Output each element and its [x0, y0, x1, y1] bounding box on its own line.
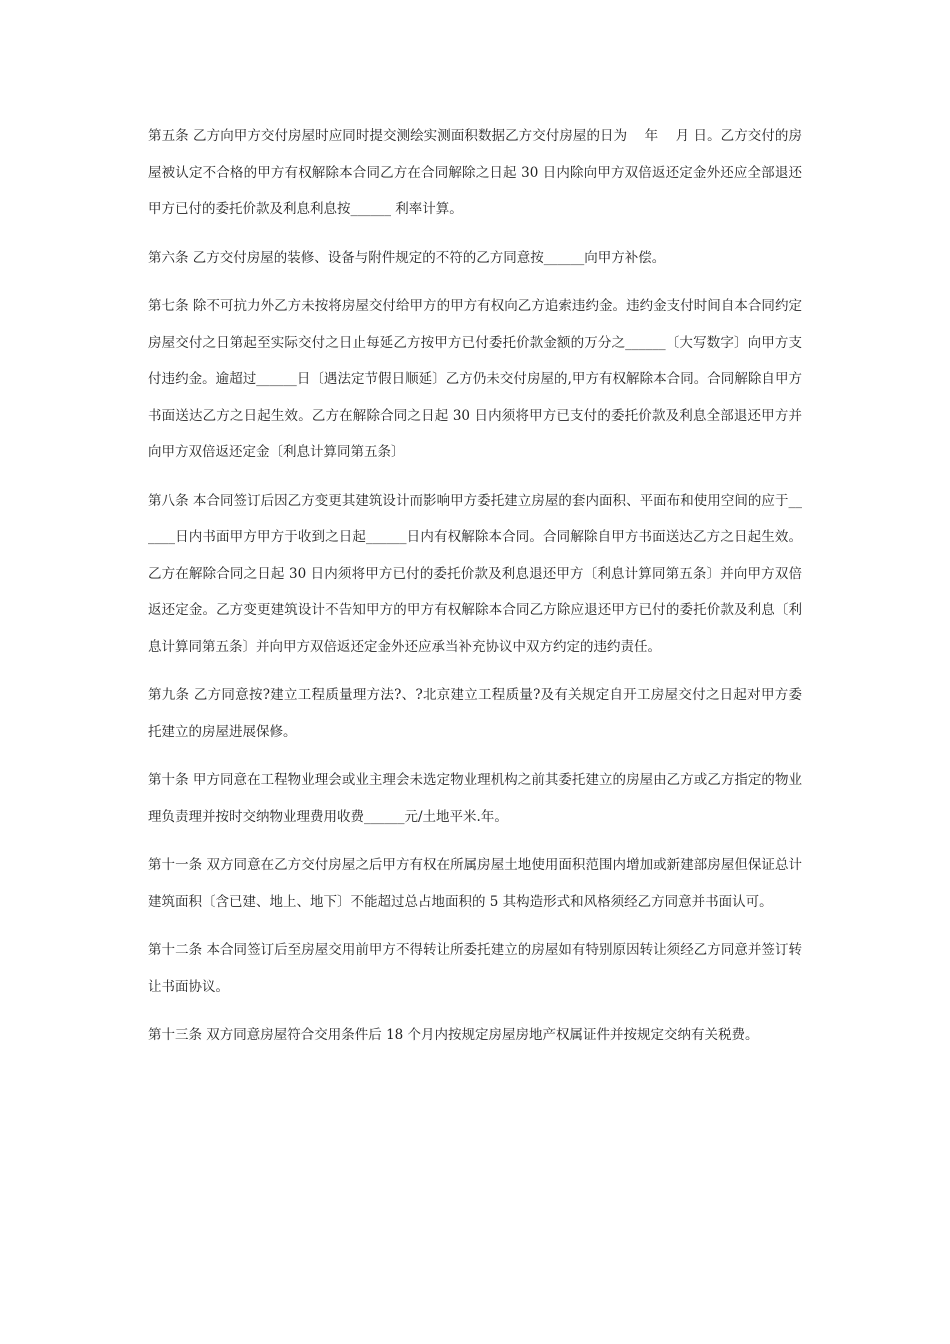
clause-5: 第五条 乙方向甲方交付房屋时应同时提交测绘实测面积数据乙方交付房屋的日为 年 月 日。乙方交付的房屋被认定不合格的甲方有权解除本合同乙方在合同解除之日起 30 日内除向甲方双倍返还定金外还应全部退还甲方已付的委托价款及利息利息按______ 利率计算。	[148, 128, 802, 217]
clause-10: 第十条 甲方同意在工程物业理会或业主理会未选定物业理机构之前其委托建立的房屋由乙方或乙方指定的物业理负责理并按时交纳物业理费用收费______元/土地平米.年。	[148, 772, 802, 825]
clause-9: 第九条 乙方同意按?建立工程质量理方法?、?北京建立工程质量?及有关规定自开工房屋交付之日起对甲方委托建立的房屋进展保修。	[148, 687, 802, 740]
clause-13: 第十三条 双方同意房屋符合交用条件后 18 个月内按规定房屋房地产权属证件并按规定交纳有关税费。	[148, 1027, 759, 1043]
clause-11: 第十一条 双方同意在乙方交付房屋之后甲方有权在所属房屋土地使用面积范围内增加或新建部房屋但保证总计建筑面积〔含已建、地上、地下〕不能超过总占地面积的 5 其构造形式和风格须经乙方同意并书面认可。	[148, 857, 802, 910]
clause-8: 第八条 本合同签订后因乙方变更其建筑设计而影响甲方委托建立房屋的套内面积、平面布和使用空间的应于______日内书面甲方甲方于收到之日起______日内有权解除本合同。合同解除自甲方书面送达乙方之日起生效。乙方在解除合同之日起 30 日内须将甲方已付的委托价款及利息退还甲方〔利息计算同第五条〕并向甲方双倍返还定金。乙方变更建筑设计不告知甲方的甲方有权解除本合同乙方除应退还甲方已付的委托价款及利息〔利息计算同第五条〕并向甲方双倍返还定金外还应承当补充协议中双方约定的违约责任。	[148, 492, 802, 655]
clause-6: 第六条 乙方交付房屋的装修、设备与附件规定的不符的乙方同意按______向甲方补偿。	[148, 249, 666, 266]
clause-7: 第七条 除不可抗力外乙方未按将房屋交付给甲方的甲方有权向乙方追索违约金。违约金支付时间自本合同约定房屋交付之日第起至实际交付之日止每延乙方按甲方已付委托价款金额的万分之______〔大写数字〕向甲方支付违约金。逾超过______日〔遇法定节假日顺延〕乙方仍未交付房屋的,甲方有权解除本合同。合同解除自甲方书面送达乙方之日起生效。乙方在解除合同之日起 30 日内须将甲方已支付的委托价款及利息全部退还甲方并向甲方双倍返还定金〔利息计算同第五条〕	[148, 298, 802, 460]
contract-body	[148, 118, 802, 1066]
clause-12: 第十二条 本合同签订后至房屋交用前甲方不得转让所委托建立的房屋如有特别原因转让须经乙方同意并签订转让书面协议。	[148, 942, 802, 995]
